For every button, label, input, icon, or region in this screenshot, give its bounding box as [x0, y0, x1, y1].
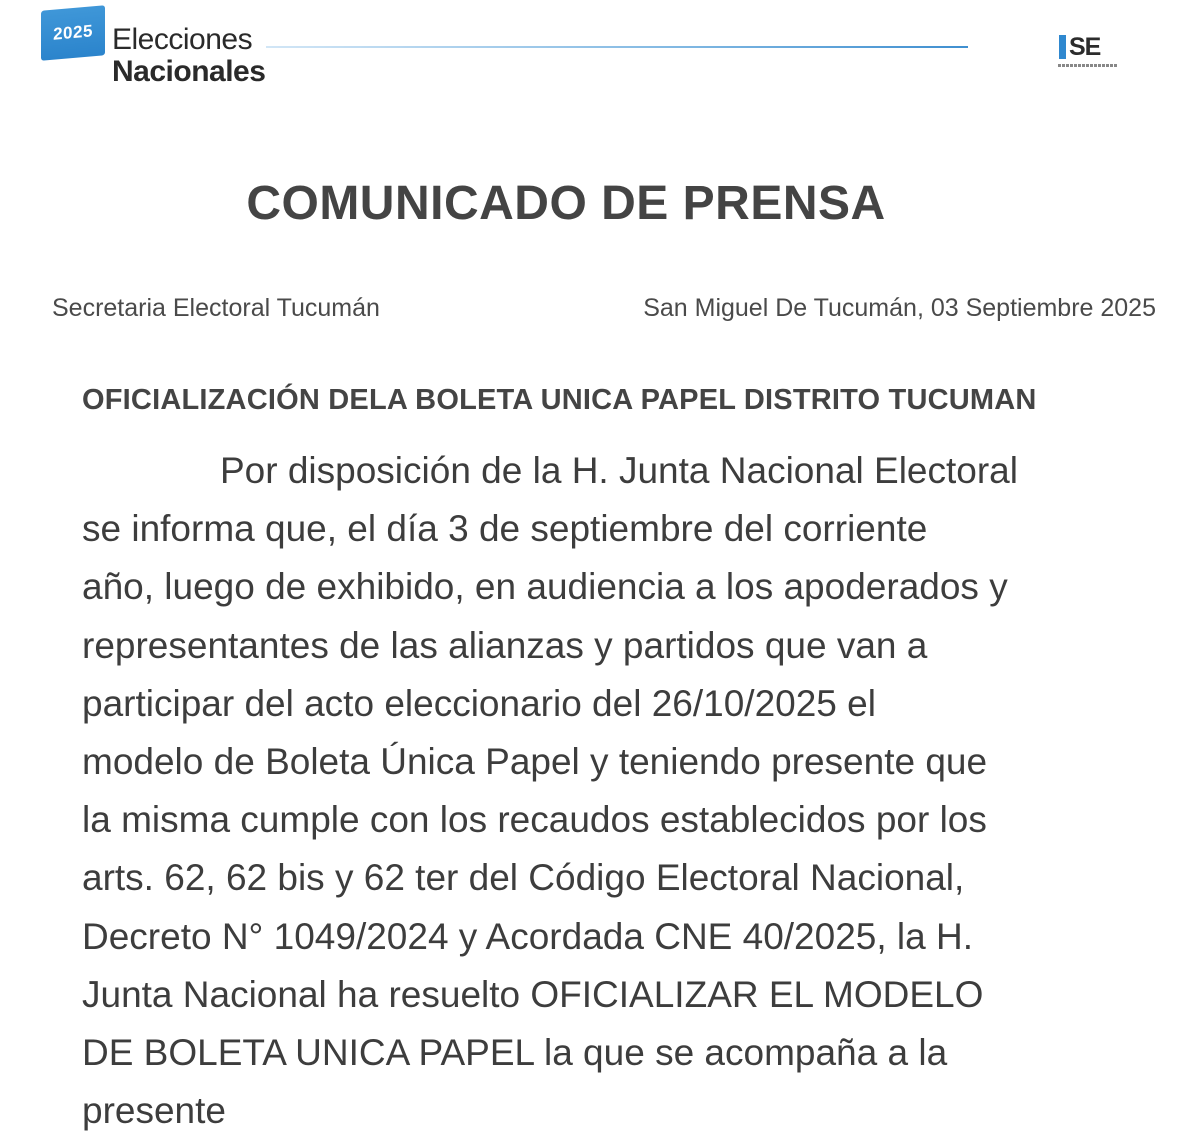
body-line: la misma cumple con los recaudos establecidos por los	[82, 799, 987, 841]
document-subject: OFICIALIZACIÓN DELA BOLETA UNICA PAPEL DISTRITO TUCUMAN	[82, 384, 1037, 416]
body-line: arts. 62, 62 bis y 62 ter del Código Electoral Nacional,	[82, 857, 965, 899]
logo-text-nacionales: Nacionales	[112, 55, 266, 88]
se-logo-tagline	[1058, 64, 1118, 67]
body-line: Junta Nacional ha resuelto OFICIALIZAR EL MODELO	[82, 973, 984, 1015]
logo-text-elecciones: Elecciones	[112, 23, 253, 56]
body-line: año, luego de exhibido, en audiencia a los apoderados y	[82, 566, 1008, 608]
se-logo-letters: SE	[1069, 33, 1101, 61]
document-body	[82, 442, 1142, 1140]
body-line: Por disposición de la H. Junta Nacional Electoral	[220, 450, 1018, 491]
body-line: Decreto N° 1049/2024 y Acordada CNE 40/2025, la H.	[82, 915, 973, 957]
issuer-label: Secretaria Electoral Tucumán	[52, 294, 380, 322]
body-line: presente	[82, 1090, 226, 1132]
place-date-label: San Miguel De Tucumán, 03 Septiembre 2025	[643, 294, 1156, 322]
header-divider-line	[266, 46, 968, 48]
body-line: participar del acto eleccionario del 26/10/2025 el	[82, 682, 876, 724]
body-line: modelo de Boleta Única Papel y teniendo presente que	[82, 741, 988, 783]
body-line: DE BOLETA UNICA PAPEL la que se acompaña a la	[82, 1032, 948, 1074]
logo-year: 2025	[53, 21, 93, 44]
se-logo	[1057, 34, 1121, 74]
body-line: se informa que, el día 3 de septiembre del corriente	[82, 508, 928, 550]
elecciones-2025-flag-logo	[41, 5, 105, 61]
body-line: representantes de las alianzas y partidos que van a	[82, 624, 928, 666]
document-title: COMUNICADO DE PRENSA	[246, 177, 886, 230]
se-logo-bar-icon	[1059, 35, 1066, 59]
